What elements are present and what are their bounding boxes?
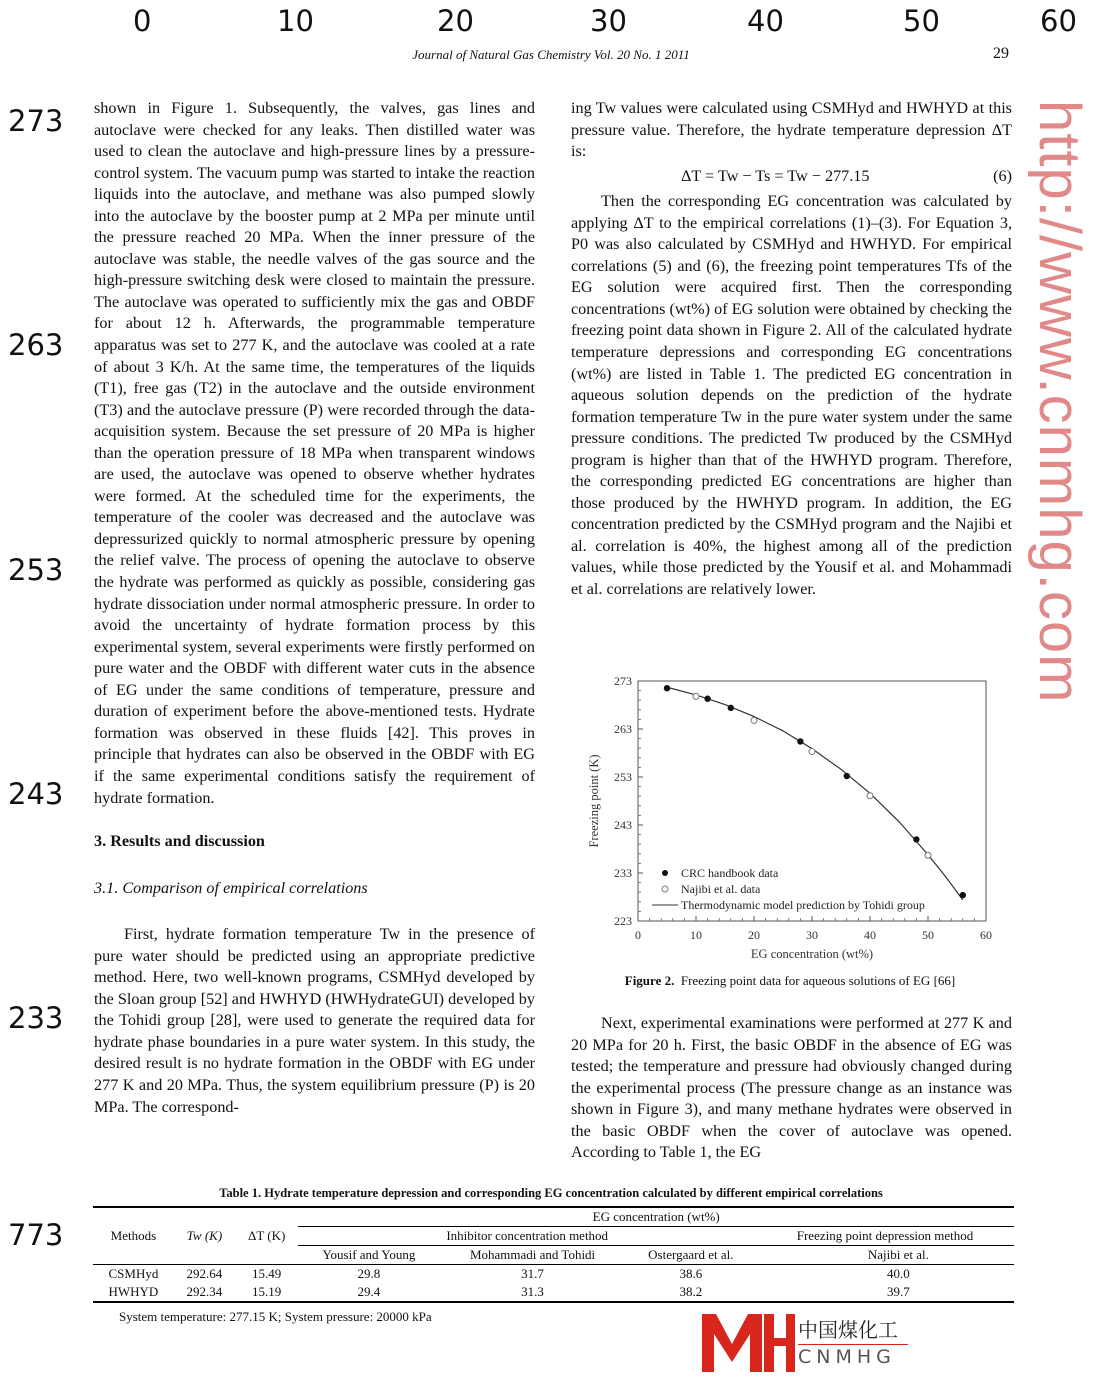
x-tick-label: 0 [635,928,641,942]
paragraph: First, hydrate formation temperature Tw in the presence of pure water should be predicted using an appropriate predictive method. Here, two well-known programs, CSMHyd developed by the Sloan group [52] and HWHYD (HWHydrateGUI) developed by the Tohidi group [28], were used to generate the required data for hydrate phase boundaries in a pure water system. In this study, the desired result is no hydrate formation in the OBDF with EG under 277 K and 20 MPa. Thus, the system equilibrium pressure (P) is 20 MPa. The correspond- [94,925,535,1116]
logo-cn-text: 中国煤化工 [798,1318,898,1342]
inhibitor-group: Inhibitor concentration method [298,1227,756,1246]
col-header-tw: Tw (K) [186,1228,223,1243]
stray-label: 273 [8,104,64,138]
section-heading: 3. Results and discussion [94,832,265,851]
x-tick-label: 10 [690,928,702,942]
cell: 40.0 [887,1266,910,1281]
table-row [93,1265,1014,1284]
stray-label: 20 [437,4,474,38]
sub-header: Ostergaard et al. [648,1247,734,1262]
crc-point [960,892,966,898]
running-header: Journal of Natural Gas Chemistry Vol. 20 No. 1 2011 [412,47,690,62]
crc-point [664,685,670,691]
y-axis-label: Freezing point (K) [587,754,601,848]
legend-crc-marker [662,870,668,876]
table-note: System temperature: 277.15 K; System pressure: 20000 kPa [119,1309,432,1324]
col-header-dt: ΔT (K) [247,1228,286,1243]
cell [756,1265,783,1284]
cell: 31.7 [521,1266,544,1281]
cell: 38.2 [679,1284,703,1299]
stray-label: 50 [903,4,940,38]
crc-point [728,705,734,711]
sub-header: Mohammadi and Tohidi [469,1247,596,1262]
cell: CSMHyd [108,1266,159,1281]
figure-caption-text: Freezing point data for aqueous solutions of EG [66] [680,973,956,988]
crc-point [844,773,850,779]
sub-header: Najibi et al. [867,1247,929,1262]
cell: 292.64 [186,1266,223,1281]
cell: 38.6 [679,1266,703,1281]
figure-caption [580,973,1000,989]
stray-label: 253 [8,553,64,587]
cell: 15.49 [252,1266,282,1281]
x-tick-label: 40 [864,928,876,942]
table-row [93,1283,1014,1302]
x-axis-label: EG concentration (wt%) [750,947,874,961]
stray-label: 233 [8,1001,64,1035]
equation: ΔT = Tw − Ts = Tw − 277.15 [681,166,870,185]
stray-label: 243 [8,777,64,811]
najibi-point [809,749,815,755]
equation-6 [571,166,1012,188]
paragraph: Next, experimental examinations were performed at 277 K and 20 MPa for 20 h. First, the basic OBDF in the absence of EG was tested; the temperature and pressure had obviously changed during the experimental process (The pressure change as an instance was shown in Figure 3), and many methane hydrates were observed in the basic OBDF when the cover of autoclave was opened. According to Table 1, the EG [571,1014,1012,1162]
results-table [93,1206,1014,1303]
stray-label: 773 [8,1218,64,1252]
x-tick-label: 60 [980,928,992,942]
x-tick-label: 50 [922,928,934,942]
stray-label: 263 [8,328,64,362]
paragraph: ing Tw values were calculated using CSMHyd and HWHYD at this pressure value. Therefore, the hydrate temperature depression ΔT is: [571,99,1012,161]
najibi-point [925,852,931,858]
x-tick-label: 20 [748,928,760,942]
mh-logo-mark [700,1312,795,1374]
paragraph: Then the corresponding EG concentration was calculated by applying ΔT to the empirical correlations (1)–(3). For Equation 3, P0 was also calculated by CSMHyd and HWHYD. For empirical correlations (5) and (6), the freezing point temperatures Tfs of the EG solution were acquired first. Then the corresponding concentrations (wt%) of EG solution were obtained by checking the freezing point data shown in Figure 2. All of the calculated hydrate temperature depressions and corresponding EG concentrations (wt%) are listed in Table 1. The predicted EG concentration in aqueous solution depends on the prediction of the hydrate formation temperature Tw in the pure water system under the same pressure conditions. The predicted Tw produced by the CSMHyd program is higher than that of the HWHYD program. Therefore, the corresponding predicted EG concentrations are higher than those produced by the HWHYD program. In addition, the EG concentration predicted by the CSMHyd program and the Najibi et al. correlation is 40%, the highest among all of the prediction values, while those predicted by the Yousif et al. and Mohammadi et al. correlations are relatively lower. [571,192,1012,599]
y-tick-label: 223 [614,914,632,928]
paragraph: shown in Figure 1. Subsequently, the valves, gas lines and autoclave were checked for any leaks. Then distilled water was used to clean the autoclave and high-pressure lines by a pressure-control system. The vacuum pump was started to intake the reaction liquids into the autoclave, and methane was also pumped slowly into the autoclave by the booster pump at 2 MPa per minute until the pressure reached 20 MPa. When the inner pressure of the autoclave was stable, the needle valves of the gas source and the high-pressure switching desk were closed to maintain the pressure. The autoclave was operated to sufficiently mix the gas and OBDF for about 12 h. Afterwards, the programmable temperature apparatus was set to 277 K, and the autoclave was cooled at a rate of about 3 K/h. At the same time, the temperatures of the liquids (T1), free gas (T2) in the autoclave and the outside environment (T3) and the autoclave pressure (P) were recorded through the data-acquisition system. Because the set pressure of 20 MPa is higher than the operation pressure of 18 MPa when transparent windows are used, the autoclave was opened to observe whether hydrates were formed. At the scheduled time for the experiments, the temperature of the cooler was decreased and the autoclave was depressurized quickly to normal atmospheric pressure by opening the relief valve. The process of opening the autoclave to observe the hydrate was performed as quickly as possible, considering gas hydrate dissociation under normal atmospheric pressure. In order to avoid the uncertainty of hydrate formation process by this experimental system, several experiments were firstly performed on pure water and the OBDF with different water cuts in the absence of EG under the same conditions of temperature, pressure and duration of experiment before the above-mentioned tests. Hydrate formation was observed in these fluids [42]. This proves in principle that hydrates can also be observed in the OBDF with EG if the same experimental conditions satisfy the requirement of hydrate formation. [94,99,535,807]
stray-label: 60 [1040,4,1077,38]
group-header: EG concentration (wt%) [298,1207,1014,1227]
cell: 31.3 [521,1284,544,1299]
cell: HWHYD [108,1284,159,1299]
right-column-lower [571,1013,1012,1164]
y-tick-label: 273 [614,674,632,688]
najibi-point [751,717,757,723]
watermark: http://www.cnmhg.com [1027,100,1092,704]
freezing-point-chart [580,665,1000,970]
sub-header [756,1246,783,1265]
col-header-methods: Methods [110,1228,157,1243]
najibi-point [693,693,699,699]
crc-point [797,738,803,744]
cell [756,1283,783,1302]
page-number: 29 [993,45,1009,62]
stray-label: 10 [277,4,314,38]
cell: 15.19 [252,1284,282,1299]
table-caption: Table 1. Hydrate temperature depression and corresponding EG concentration calculated by different empirical correlations [219,1186,883,1200]
figure-label: Figure 2. [624,973,675,988]
cell: 29.8 [357,1266,381,1281]
legend-model-label: Thermodynamic model prediction by Tohidi group [681,898,925,912]
legend-crc-label: CRC handbook data [681,866,779,880]
right-column [571,98,1012,601]
stray-label: 40 [747,4,784,38]
y-tick-label: 253 [614,770,632,784]
left-column [94,98,535,1118]
cell: 39.7 [887,1284,910,1299]
legend-najibi-label: Najibi et al. data [681,882,761,896]
sub-header: Yousif and Young [322,1247,416,1262]
cell: 29.4 [357,1284,381,1299]
crc-point [704,696,710,702]
equation-number: (6) [993,166,1012,185]
stray-label: 0 [133,4,152,38]
y-tick-label: 233 [614,866,632,880]
stray-label: 30 [590,4,627,38]
y-tick-label: 243 [614,818,632,832]
y-tick-label: 263 [614,722,632,736]
logo-en-text: CNMHG [798,1346,896,1368]
crc-point [913,836,919,842]
legend-najibi-marker [662,886,668,892]
x-tick-label: 30 [806,928,818,942]
subsection-heading: 3.1. Comparison of empirical correlations [94,878,368,897]
najibi-point [867,793,873,799]
cnmhg-logo [700,1312,915,1374]
freezing-group: Freezing point depression method [756,1227,1014,1246]
cell: 292.34 [186,1284,223,1299]
